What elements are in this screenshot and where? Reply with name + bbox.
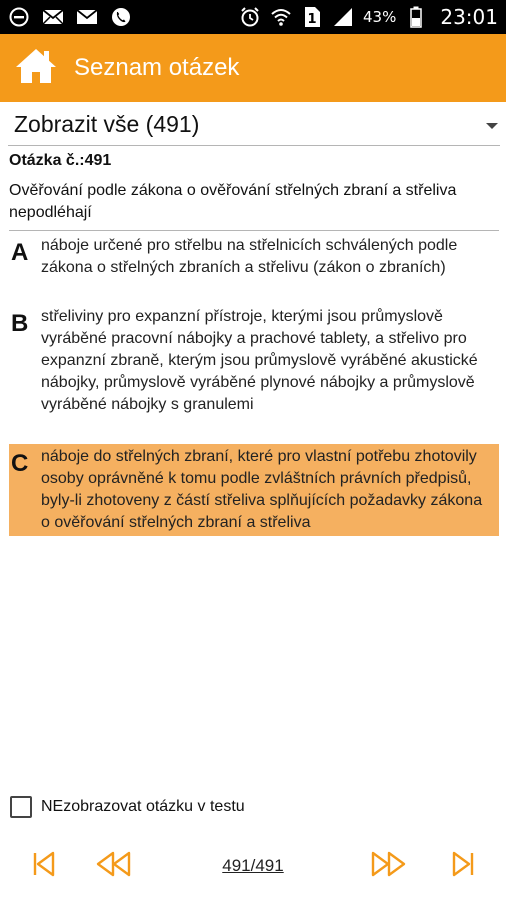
dropdown-selected-value: Zobrazit vše (491) [14,111,200,137]
home-button[interactable] [12,44,60,92]
status-system [239,5,498,29]
question-number: Otázka č.:491 [9,152,112,169]
do-not-disturb-icon [8,6,30,28]
status-bar [0,0,506,34]
question-navigation [0,842,506,890]
answer-text: náboje do střelných zbraní, které pro vlastní potřebu zhotovily osoby oprávněné k tomu podle zvláštních právních předpisů, byly-li zhotoveny z částí střeliva splňujících požadavky zákona o ověřování střelných zbraní a střeliva [41,448,483,531]
answer-letter: C [11,450,29,477]
clock: 23:01 [440,5,498,29]
page-indicator[interactable]: 491/491 [222,856,284,875]
alarm-icon [239,6,261,28]
status-notifications [8,6,132,28]
skip-question-checkbox[interactable] [10,796,32,818]
question-text: Ověřování podle zákona o ověřování střelných zbraní a střeliva nepodléhají [9,182,457,221]
divider [9,230,499,231]
app-bar [0,34,506,102]
phone-icon [110,6,132,28]
skip-question-label: NEzobrazovat otázku v testu [41,798,245,815]
next-question-button[interactable] [371,850,405,882]
question-filter-dropdown[interactable] [8,104,500,146]
last-icon [448,850,478,883]
sim-1-icon [301,6,323,28]
page-title: Seznam otázek [74,54,240,81]
mail-icon [76,6,98,28]
answer-text: náboje určené pro střelbu na střelnicích schválených podle zákona o střelných zbraních a střelivu (zákon o zbraních) [41,237,458,276]
home-icon [14,46,58,91]
answer-option-b[interactable] [9,304,499,418]
answer-option-a[interactable] [9,233,499,281]
skip-question-option[interactable] [10,796,245,818]
signal-icon [332,6,354,28]
email-icon [42,6,64,28]
svg-text:1: 1 [307,12,317,27]
battery-icon [405,6,427,28]
wifi-icon [270,6,292,28]
fast-forward-icon [369,850,407,883]
last-question-button[interactable] [446,850,480,882]
answer-letter: B [11,310,29,337]
answer-letter: A [11,239,29,266]
dropdown-caret-icon [486,123,498,129]
battery-percent: 43% [363,8,397,26]
answer-option-c[interactable] [9,444,499,536]
answer-text: střeliviny pro expanzní přístroje, kterými jsou průmyslově vyráběné pracovní nábojky a prachové tablety, a střelivo pro expanzní zbraně, kterým jsou průmyslově vyráběné akustické nábojky, průmyslově vyráběné plynové nábojky a průmyslově vyráběné nábojky s granulemi [41,308,478,413]
